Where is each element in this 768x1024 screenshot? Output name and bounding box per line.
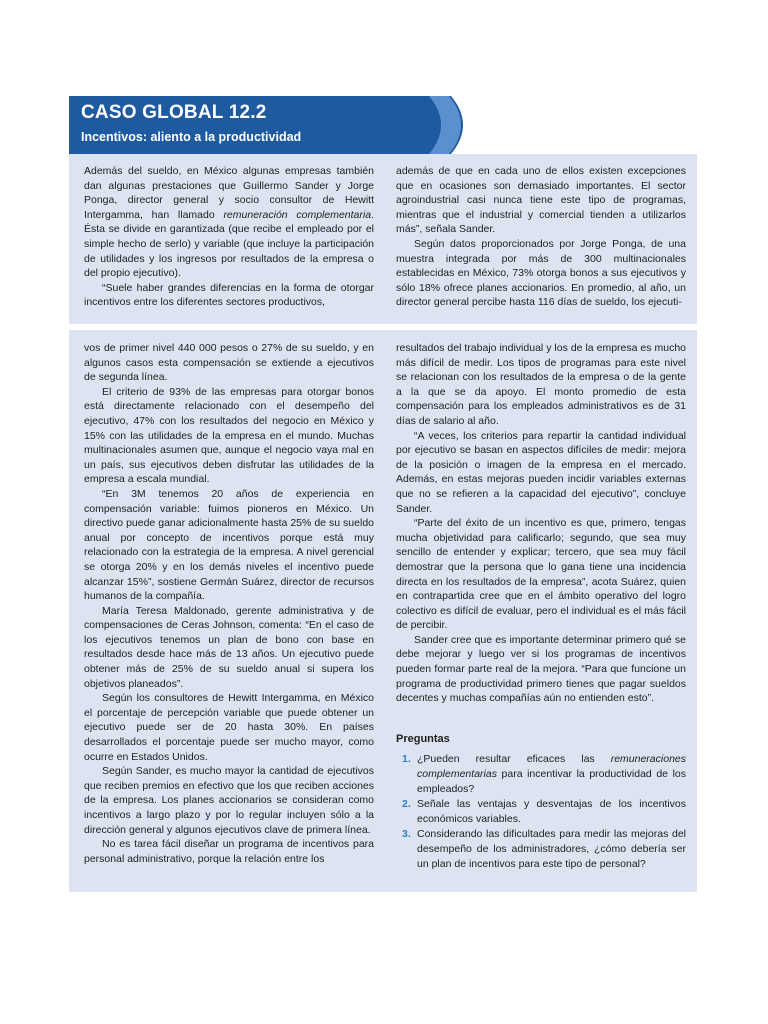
question-number: 1. — [402, 753, 411, 766]
question-number: 3. — [402, 828, 411, 841]
top-right-column — [396, 164, 686, 310]
paragraph: “Parte del éxito de un incentivo es que, primero, tengas mucha objetividad para calificarlo; segundo, que sea muy sencillo de entender y explicar; tercero, que sea muy fácil demostrar que la persona que lo gana tiene una incidencia directa en los resultados de la empresa”, acota Suárez, quien en contrapartida cree que en el ámbito operativo del logro colectivo es difícil de evaluar, pero el individual es el más fácil de percibir. — [396, 517, 686, 632]
paragraph: Según Sander, es mucho mayor la cantidad de ejecutivos que reciben premios en efectivo que los que reciben acciones de la empresa. Los planes accionarios se consideran como incentivos a largo plazo y por lo regular incluyen sólo a la dirección general y algunos ejecutivos clave de primera línea. — [84, 765, 374, 836]
question-text: Considerando las dificultades para medir las mejoras del desempeño de los administradores, ¿cómo debería ser un plan de incentivos para este tipo de personal? — [417, 828, 686, 870]
question-item — [396, 797, 686, 826]
questions-list — [396, 752, 686, 871]
bottom-left-column — [84, 341, 374, 866]
paragraph: además de que en cada uno de ellos existen excepciones que en ocasiones son demasiado importantes. El sector agroindustrial casi nunca tiene este tipo de programas, mientras que el industrial y comercial tienden a utilizarlos más”, señala Sander. — [396, 165, 686, 236]
case-header-banner — [69, 96, 697, 154]
question-item — [396, 827, 686, 871]
paragraph: vos de primer nivel 440 000 pesos o 27% de su sueldo, y en algunos casos esta compensación se extiende a ejecutivos de segunda línea. — [84, 342, 374, 384]
paragraph: Según los consultores de Hewitt Intergamma, en México el porcentaje de percepción variable que puede obtener un ejecutivo puede ser de 20 hasta 30%. En países desarrollados el porcentaje puede ser mucho mayor, como ocurre en Estados Unidos. — [84, 692, 374, 763]
question-text: Señale las ventajas y desventajas de los incentivos económicos variables. — [417, 798, 686, 825]
question-text: ¿Pueden resultar eficaces las remuneraciones complementarias para incentivar la productividad de los empleados? — [417, 753, 686, 795]
paragraph: “En 3M tenemos 20 años de experiencia en compensación variable: fuimos pioneros en México. Un directivo puede ganar adicionalmente hasta 25% de su sueldo anual por concepto de incentivos porque está muy relacionado con la estrategia de la empresa. A nivel gerencial se otorga 20% y en los demás niveles el incentivo puede alcanzar 15%”, sostiene Germán Suárez, director de recursos humanos de la compañía. — [84, 487, 374, 603]
case-subtitle: Incentivos: aliento a la productividad — [81, 130, 302, 144]
bottom-right-column — [396, 341, 686, 872]
paragraph: “Suele haber grandes diferencias en la forma de otorgar incentivos entre los diferentes sectores productivos, — [84, 281, 374, 309]
paragraph: No es tarea fácil diseñar un programa de incentivos para personal administrativo, porque la relación entre los — [84, 838, 374, 865]
paragraph: Sander cree que es importante determinar primero qué se debe mejorar y luego ver si los programas de incentivos pueden formar parte real de la mejora. “Para que funcione un programa de productividad primero tienes que pagar sueldos decentes y muchas compañías aún no entienden esto”. — [396, 633, 686, 705]
paragraph: El criterio de 93% de las empresas para otorgar bonos está directamente relacionado con el desempeño del ejecutivo, 47% con los resultados del negocio en México y 15% con las utilidades de la empresa en el mundo. Muchas multinacionales asumen que, aunque el negocio vaya mal en un país, sus ejecutivos deben disfrutar las utilidades de la empresa a escala mundial. — [84, 385, 374, 486]
paragraph: María Teresa Maldonado, gerente administrativa y de compensaciones de Ceras Johnson, comenta: “En el caso de los ejecutivos tenemos un plan de bono con base en resultados desde hace más de 13 años. Un ejecutivo puede obtener más de 25% de su sueldo anual si supera los objetivos planeados”. — [84, 604, 374, 690]
top-left-column — [84, 164, 374, 310]
paragraph: “A veces, los criterios para repartir la cantidad individual por ejecutivo se basan en aspectos difíciles de medir: mejora de la posición o imagen de la empresa en el mercado. Además, en estas mejoras pueden incidir variables externas que no se refieren a la capacidad del ejecutivo”, concluye Sander. — [396, 429, 686, 515]
case-title: CASO GLOBAL 12.2 — [81, 102, 267, 123]
question-item — [396, 752, 686, 796]
paragraph: Según datos proporcionados por Jorge Ponga, de una muestra integrada por más de 300 multinacionales establecidas en México, 73% otorga bonos a sus ejecutivos y sólo 18% ofrece planes accionarios. En promedio, al año, un director general percibe hasta 116 días de sueldo, los ejecuti- — [396, 237, 686, 309]
questions-heading: Preguntas — [396, 732, 450, 745]
paragraph: Además del sueldo, en México algunas empresas también dan algunas prestaciones que Guillermo Sander y Jorge Ponga, director general y socio consultor de Hewitt Intergamma, han llamado remuneración complementaria. Ésta se divide en garantizada (que recibe el empleado por el simple hecho de serlo) y variable (que incluye la participación de utilidades y los ingresos por resultados de la empresa o del propio ejecutivo). — [84, 165, 374, 280]
paragraph: resultados del trabajo individual y los de la empresa es mucho más difícil de medir. Los tipos de programas para este nivel se relacionan con los resultados de la empresa o de la gente a la que se da apoyo. El monto promedio de esta compensación para los empleados administrativos es de 31 días de salario al año. — [396, 342, 686, 427]
question-number: 2. — [402, 798, 411, 811]
chevron-graphic — [429, 96, 697, 154]
